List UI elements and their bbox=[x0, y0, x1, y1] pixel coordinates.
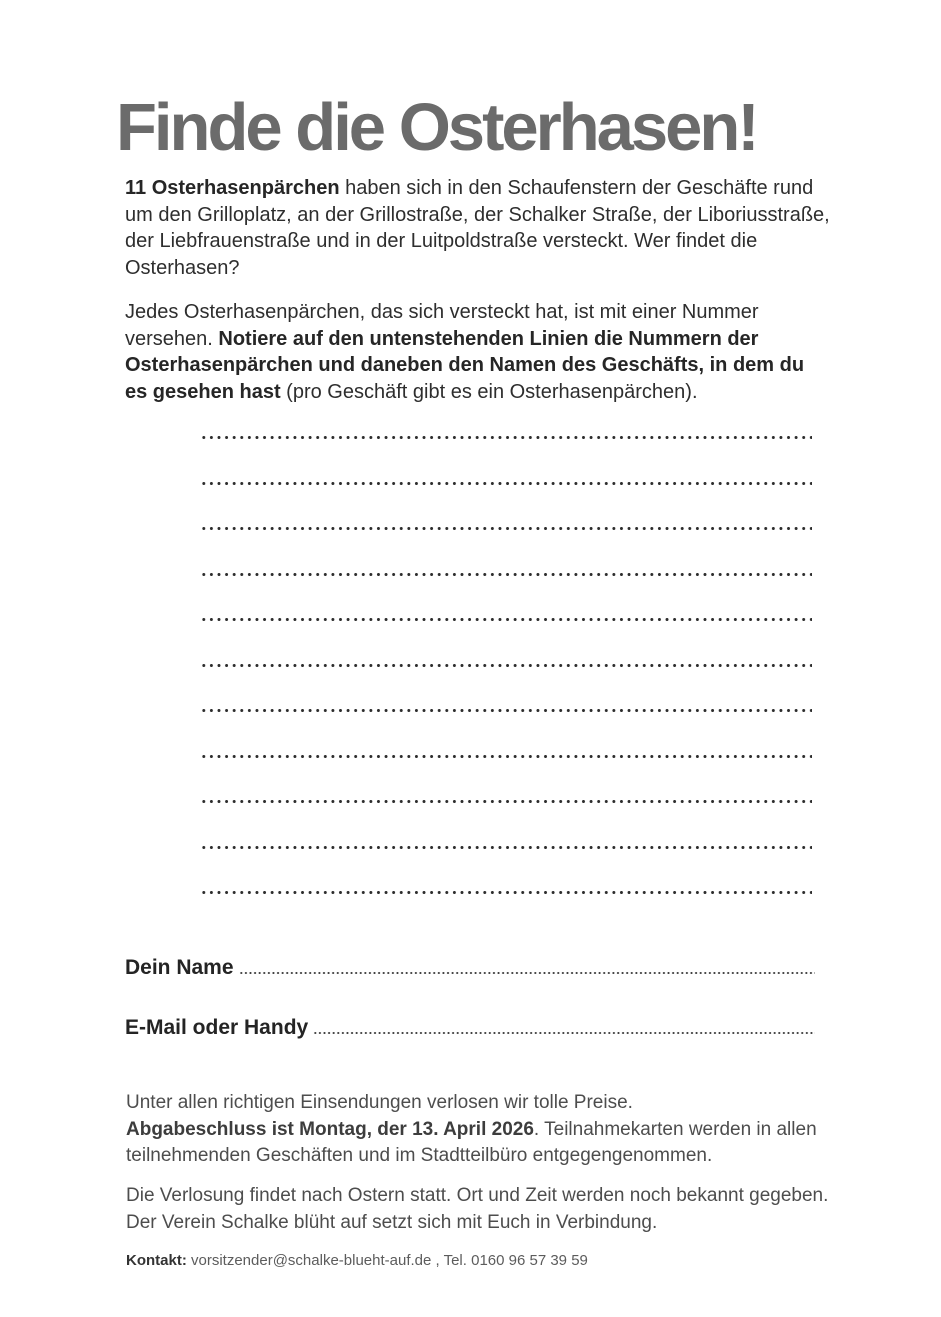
contact-label: Kontakt: bbox=[126, 1252, 187, 1269]
name-field-row bbox=[125, 956, 815, 980]
page-title: Finde die Osterhasen! bbox=[116, 89, 757, 165]
answer-line bbox=[200, 664, 812, 667]
email-or-phone-label: E-Mail oder Handy bbox=[125, 1016, 309, 1039]
answer-line bbox=[200, 846, 812, 849]
answer-line bbox=[200, 800, 812, 803]
contact-line bbox=[126, 1252, 832, 1269]
email-write-in-line bbox=[313, 1032, 815, 1035]
name-label: Dein Name bbox=[125, 956, 234, 979]
answer-line bbox=[200, 527, 812, 530]
answer-line bbox=[200, 891, 812, 894]
answer-line bbox=[200, 436, 812, 439]
intro-paragraph-1 bbox=[125, 175, 831, 281]
intro-p2-start: Jedes Osterhasenpärchen, das sich versteckt hat, ist mit einer Nummer versehen. bbox=[125, 301, 759, 350]
intro-p1-rest: haben sich in den Schaufenstern der Geschäfte rund um den Grilloplatz, an der Grillostraße, der Schalker Straße, der Liboriusstraße, der Liebfrauenstraße und in der Luitpoldstraße versteckt. Wer findet die Osterhasen? bbox=[125, 177, 830, 279]
answer-line bbox=[200, 573, 812, 576]
contact-field-row bbox=[125, 1016, 815, 1040]
closing-paragraph-1 bbox=[126, 1090, 832, 1170]
closing-p1-line1: Unter allen richtigen Einsendungen verlosen wir tolle Preise. bbox=[126, 1092, 633, 1113]
contact-email: vorsitzender@schalke-blueht-auf.de bbox=[186, 1252, 432, 1269]
intro-p2-end: (pro Geschäft gibt es ein Osterhasenpärchen). bbox=[280, 380, 698, 403]
closing-deadline-bold: Abgabeschluss ist Montag, der 13. April 2026 bbox=[126, 1118, 534, 1140]
answer-line bbox=[200, 709, 812, 712]
intro-p1-bold: 11 Osterhasenpärchen bbox=[125, 177, 340, 199]
answer-line bbox=[200, 755, 812, 758]
intro-p2-bold: Notiere auf den untenstehenden Linien die Nummern der Osterhasenpärchen und daneben den Namen des Geschäfts, in dem du es gesehen hast bbox=[125, 327, 805, 403]
answer-line bbox=[200, 618, 812, 621]
answer-line bbox=[200, 482, 812, 485]
name-write-in-line bbox=[239, 972, 815, 975]
contact-phone: , Tel. 0160 96 57 39 59 bbox=[431, 1252, 588, 1269]
closing-paragraph-2: Die Verlosung findet nach Ostern statt. Ort und Zeit werden noch bekannt gegeben. Der Verein Schalke blüht auf setzt sich mit Euch in Verbindung. bbox=[126, 1185, 829, 1233]
answer-lines bbox=[200, 436, 812, 937]
closing-p1-rest: . Teilnahmekarten werden in allen teilnehmenden Geschäften und im Stadtteilbüro entgegengenommen. bbox=[126, 1118, 817, 1166]
intro-paragraph-2 bbox=[125, 299, 831, 405]
